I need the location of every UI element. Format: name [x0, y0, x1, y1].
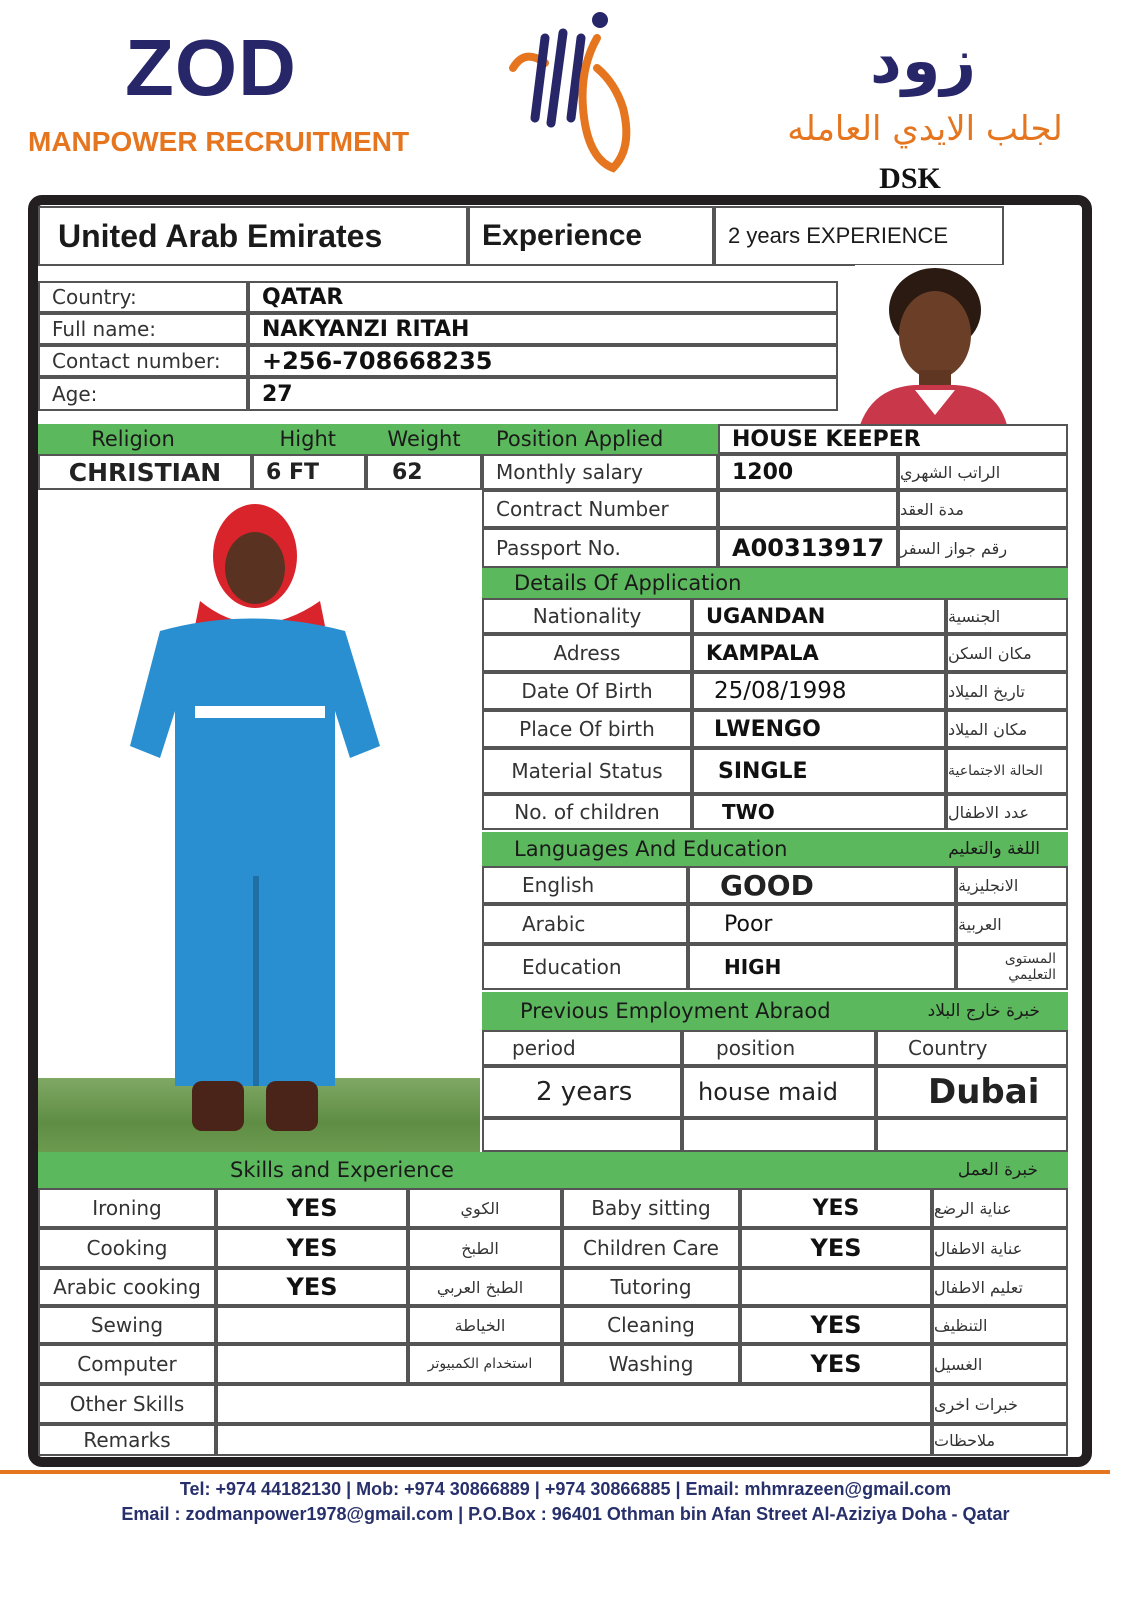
skill-cleaning-label: Cleaning: [562, 1306, 740, 1344]
position-applied-label: Position Applied: [482, 424, 718, 454]
skill-baby-sitting-label: Baby sitting: [562, 1188, 740, 1228]
person-figure-icon: [120, 496, 400, 1146]
employment-country-value: Dubai: [876, 1066, 1068, 1118]
passport-value: A00313917: [718, 528, 898, 568]
skill-tutoring-value: [740, 1268, 932, 1306]
brand-name: ZOD: [125, 23, 297, 112]
skill-ironing-value: YES: [216, 1188, 408, 1228]
weight-header: Weight: [366, 424, 482, 454]
destination-country: United Arab Emirates: [38, 206, 468, 266]
contact-number-label: Contact number:: [38, 345, 248, 377]
position-applied-value: HOUSE KEEPER: [718, 424, 1068, 454]
country-value: QATAR: [248, 281, 838, 313]
skill-computer-arabic: استخدام الكمبيوتر: [408, 1344, 562, 1384]
skill-cooking-value: YES: [216, 1228, 408, 1268]
address-value: KAMPALA: [692, 634, 946, 672]
marital-status-arabic: الحالة الاجتماعية: [946, 748, 1068, 794]
skill-sewing-label: Sewing: [38, 1306, 216, 1344]
religion-value: CHRISTIAN: [38, 454, 252, 490]
date-of-birth-value: 25/08/1998: [692, 672, 946, 710]
children-arabic: عدد الاطفال: [946, 794, 1068, 830]
skill-sewing-value: [216, 1306, 408, 1344]
skill-arabic-cooking-label: Arabic cooking: [38, 1268, 216, 1306]
address-label: Adress: [482, 634, 692, 672]
country-column-header: Country: [876, 1030, 1068, 1066]
period-column-header: period: [482, 1030, 682, 1066]
skill-tutoring-label: Tutoring: [562, 1268, 740, 1306]
experience-label: Experience: [468, 206, 714, 266]
portrait-photo: [855, 265, 1010, 425]
english-label: English: [482, 866, 688, 904]
languages-header: [482, 832, 1068, 866]
children-label: No. of children: [482, 794, 692, 830]
skill-washing-label: Washing: [562, 1344, 740, 1384]
skill-children-care-value: YES: [740, 1228, 932, 1268]
skill-children-care-label: Children Care: [562, 1228, 740, 1268]
date-of-birth-arabic: تاريخ الميلاد: [946, 672, 1068, 710]
details-header: Details Of Application: [482, 568, 1068, 598]
skill-computer-value: [216, 1344, 408, 1384]
monthly-salary-value: 1200: [718, 454, 898, 490]
other-skills-arabic: خبرات اخرى: [932, 1384, 1068, 1424]
full-name-label: Full name:: [38, 313, 248, 345]
skill-sewing-arabic: الخياطة: [408, 1306, 562, 1344]
languages-title-arabic: اللغة والتعليم: [948, 839, 1040, 859]
experience-value: 2 years EXPERIENCE: [714, 206, 1004, 266]
skill-children-care-arabic: عناية الاطفال: [932, 1228, 1068, 1268]
arabic-brand-name: زود: [870, 24, 977, 97]
brand-subtitle: MANPOWER RECRUITMENT: [28, 126, 410, 157]
footer-divider: [0, 1470, 1110, 1474]
education-label: Education: [482, 944, 688, 990]
skills-title: Skills and Experience: [230, 1158, 454, 1182]
date-of-birth-label: Date Of Birth: [482, 672, 692, 710]
contract-number-arabic: مدة العقد: [898, 490, 1068, 528]
arabic-value: Poor: [688, 904, 956, 944]
country-label: Country:: [38, 281, 248, 313]
marital-status-label: Material Status: [482, 748, 692, 794]
contract-number-label: Contract Number: [482, 490, 718, 528]
education-arabic: المستوى التعليمي: [956, 944, 1068, 990]
arabic-label: Arabic: [482, 904, 688, 944]
dsk-label: DSK: [879, 162, 941, 195]
other-skills-value: [216, 1384, 932, 1424]
remarks-arabic: ملاحظات: [932, 1424, 1068, 1456]
remarks-label: Remarks: [38, 1424, 216, 1456]
skill-washing-arabic: الغسيل: [932, 1344, 1068, 1384]
zod-logo-icon: [505, 8, 640, 178]
passport-arabic: رقم جواز السفر: [898, 528, 1068, 568]
skill-ironing-label: Ironing: [38, 1188, 216, 1228]
skill-cleaning-arabic: التنظيف: [932, 1306, 1068, 1344]
footer-address-line: Email : zodmanpower1978@gmail.com | P.O.Box : 96401 Othman bin Afan Street Al-Aziziya Doha - Qatar: [121, 1504, 1010, 1524]
arabic-arabic: العربية: [956, 904, 1068, 944]
passport-label: Passport No.: [482, 528, 718, 568]
skill-arabic-cooking-value: YES: [216, 1268, 408, 1306]
employment-empty-cell: [682, 1118, 876, 1152]
skills-title-arabic: خبرة العمل: [957, 1160, 1038, 1180]
nationality-value: UGANDAN: [692, 598, 946, 634]
monthly-salary-arabic: الراتب الشهري: [898, 454, 1068, 490]
height-header: Hight: [228, 424, 366, 454]
religion-header: Religion: [38, 424, 228, 454]
skill-tutoring-arabic: تعليم الاطفال: [932, 1268, 1068, 1306]
employment-position-value: house maid: [682, 1066, 876, 1118]
skill-washing-value: YES: [740, 1344, 932, 1384]
employment-empty-cell: [876, 1118, 1068, 1152]
place-of-birth-label: Place Of birth: [482, 710, 692, 748]
skill-cleaning-value: YES: [740, 1306, 932, 1344]
place-of-birth-arabic: مكان الميلاد: [946, 710, 1068, 748]
position-column-header: position: [682, 1030, 876, 1066]
contract-number-value: [718, 490, 898, 528]
children-value: TWO: [692, 794, 946, 830]
footer-contact-line: Tel: +974 44182130 | Mob: +974 30866889 | +974 30866885 | Email: mhmrazeen@gmail.com: [179, 1479, 952, 1499]
age-label: Age:: [38, 377, 248, 411]
skill-baby-sitting-value: YES: [740, 1188, 932, 1228]
skill-arabic-cooking-arabic: الطبخ العربي: [408, 1268, 562, 1306]
education-value: HIGH: [688, 944, 956, 990]
full-name-value: NAKYANZI RITAH: [248, 313, 838, 345]
address-arabic: مكان السكن: [946, 634, 1068, 672]
nationality-arabic: الجنسية: [946, 598, 1068, 634]
employment-title: Previous Employment Abraod: [520, 999, 831, 1023]
remarks-value: [216, 1424, 932, 1456]
arabic-brand-subtitle: لجلب الايدي العامله: [787, 109, 1063, 149]
skill-cooking-arabic: الطبخ: [408, 1228, 562, 1268]
weight-value: 62: [366, 454, 482, 490]
age-value: 27: [248, 377, 838, 411]
english-arabic: الانجليزية: [956, 866, 1068, 904]
employment-header: [482, 992, 1068, 1030]
portrait-person-icon: [855, 265, 1010, 425]
employment-empty-cell: [482, 1118, 682, 1152]
skill-cooking-label: Cooking: [38, 1228, 216, 1268]
employment-title-arabic: خبرة خارج البلاد: [927, 1001, 1040, 1021]
english-value: GOOD: [688, 866, 956, 904]
languages-title: Languages And Education: [514, 837, 788, 861]
monthly-salary-label: Monthly salary: [482, 454, 718, 490]
contact-number-value: +256-708668235: [248, 345, 838, 377]
other-skills-label: Other Skills: [38, 1384, 216, 1424]
place-of-birth-value: LWENGO: [692, 710, 946, 748]
skill-computer-label: Computer: [38, 1344, 216, 1384]
nationality-label: Nationality: [482, 598, 692, 634]
marital-status-value: SINGLE: [692, 748, 946, 794]
employment-period-value: 2 years: [482, 1066, 682, 1118]
skill-baby-sitting-arabic: عناية الرضع: [932, 1188, 1068, 1228]
skills-header: [38, 1152, 1068, 1188]
height-value: 6 FT: [252, 454, 366, 490]
skill-ironing-arabic: الكوي: [408, 1188, 562, 1228]
